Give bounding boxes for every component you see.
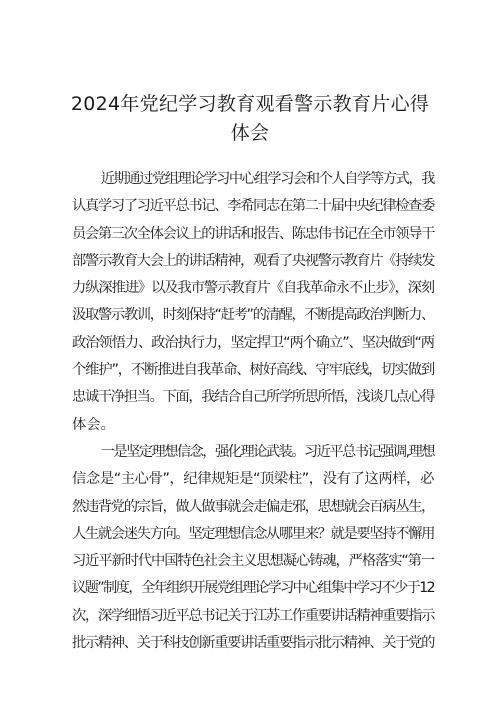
- text-line: 次，深学细悟习近平总书记关于江苏工作重要讲话精神重要指示: [72, 607, 435, 624]
- text-line: 近期通过党组理论学习中心组学习会和个人自学等方式，我: [100, 171, 434, 187]
- document-body: [72, 166, 434, 657]
- text-line: 人生就会迷失方向。坚定理想信念从哪里来？就是要坚持不懈用: [72, 525, 435, 542]
- paragraph-2: [72, 439, 434, 657]
- text-line: 员会第三次全体会议上的讲话和报告、陈忠伟书记在全市领导干: [72, 225, 435, 242]
- text-line: 部警示教育大会上的讲话精神，观看了央视警示教育片《持续发: [72, 252, 435, 269]
- text-line: 信念是“主心骨”，纪律规矩是“顶梁柱”，没有了这两样，必: [72, 471, 434, 488]
- text-line: 议题”制度，全年组织开展党组理论学习中心组集中学习不少于12: [72, 580, 434, 597]
- text-line: 体会。: [72, 416, 115, 433]
- text-line: 忠诚干净担当。下面，我结合自己所学所思所悟，浅谈几点心得: [72, 389, 435, 406]
- text-line: 一是坚定理想信念，强化理论武装。习近平总书记强调,理想: [100, 443, 434, 460]
- document-title: [60, 90, 440, 148]
- text-line: 个维护”，不断推进自我革命、树好高线、守牢底线，切实做到: [72, 362, 435, 379]
- paragraph-1: [72, 166, 434, 439]
- text-line: 认真学习了习近平总书记、李希同志在第二十届中央纪律检查委: [72, 198, 435, 215]
- title-line-2: 体会: [230, 122, 270, 144]
- text-line: 力纵深推进》以及我市警示教育片《自我革命永不止步》，深刻: [72, 280, 434, 297]
- title-line-1: 2024年党纪学习教育观看警示教育片心得: [70, 93, 430, 115]
- text-line: 然违背党的宗旨，做人做事就会走偏走邪，思想就会百病丛生，: [72, 498, 435, 515]
- text-line: 汲取警示教训，时刻保持“赶考”的清醒，不断提高政治判断力、: [72, 307, 434, 324]
- text-line: 习近平新时代中国特色社会主义思想凝心铸魂，严格落实“第一: [72, 553, 435, 570]
- text-line: 政治领悟力、政治执行力，坚定捍卫“两个确立”、坚决做到“两: [72, 334, 435, 351]
- text-line: 批示精神、关于科技创新重要讲话重要指示批示精神、关于党的: [72, 635, 435, 652]
